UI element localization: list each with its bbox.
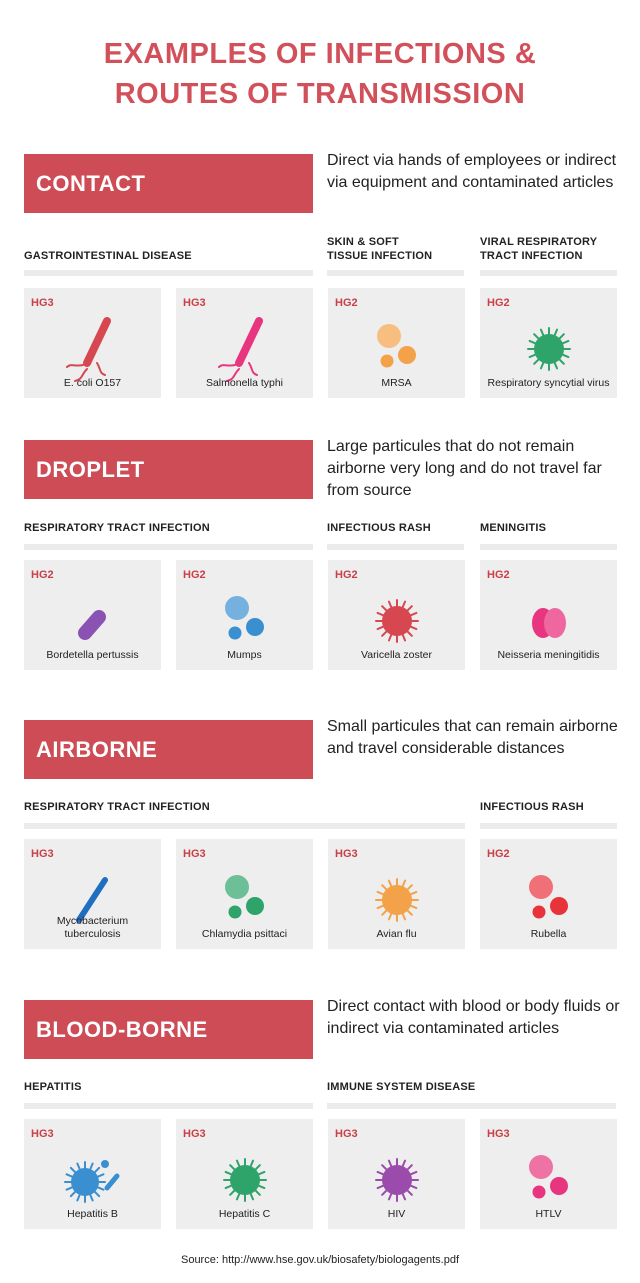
section-banner: DROPLET — [24, 440, 313, 499]
category-divider — [24, 270, 313, 276]
category-label: HEPATITIS — [24, 1081, 82, 1093]
category-label: RESPIRATORY TRACT INFECTION — [24, 801, 210, 813]
category-label: IMMUNE SYSTEM DISEASE — [327, 1081, 476, 1093]
pathogen-name: Bordetella pertussis — [46, 649, 139, 661]
pathogen-card — [24, 288, 161, 398]
pathogen-card — [480, 288, 617, 398]
section-blood-borne — [0, 1000, 640, 1260]
pathogen-name: HTLV — [535, 1208, 562, 1220]
pathogen-name: Varicella zoster — [361, 649, 432, 661]
hazard-group-label: HG3 — [31, 848, 54, 860]
cluster-icon — [513, 1134, 583, 1214]
pathogen-name: Avian flu — [376, 928, 417, 940]
diplococcus-icon — [513, 575, 583, 655]
section-banner: CONTACT — [24, 154, 313, 213]
pathogen-name: Rubella — [530, 928, 567, 940]
pathogen-card — [328, 560, 465, 670]
rod-flagella-icon — [57, 303, 127, 383]
title-line-1: EXAMPLES OF INFECTIONS & — [103, 38, 537, 70]
hazard-group-label: HG3 — [183, 297, 206, 309]
category-divider — [24, 544, 313, 550]
pathogen-name: Mycobacterium tuberculosis — [56, 915, 129, 940]
pathogen-card — [24, 560, 161, 670]
cluster-icon — [209, 575, 279, 655]
pathogen-card — [176, 1119, 313, 1229]
pathogen-name: Hepatitis C — [218, 1208, 271, 1220]
cluster-icon — [513, 854, 583, 934]
pathogen-name: E. coli O157 — [63, 377, 122, 389]
hazard-group-label: HG2 — [335, 297, 358, 309]
pathogen-card — [176, 560, 313, 670]
category-label: GASTROINTESTINAL DISEASE — [24, 250, 192, 262]
section-description: Large particules that do not remain airborne very long and do not travel far from source — [327, 438, 602, 499]
pathogen-card — [480, 560, 617, 670]
pathogen-name: Salmonella typhi — [205, 377, 284, 389]
hazard-group-label: HG3 — [183, 848, 206, 860]
pathogen-name: Mumps — [227, 649, 262, 661]
section-banner: AIRBORNE — [24, 720, 313, 779]
hazard-group-label: HG3 — [335, 848, 358, 860]
hazard-group-label: HG3 — [487, 1128, 510, 1140]
source-citation: Source: http://www.hse.gov.uk/biosafety/biologagents.pdf — [180, 1254, 460, 1266]
section-airborne — [0, 720, 640, 980]
hazard-group-label: HG2 — [487, 569, 510, 581]
hazard-group-label: HG3 — [31, 1128, 54, 1140]
section-description: Direct via hands of employees or indirect via equipment and contaminated articles — [327, 152, 617, 191]
cluster-icon — [209, 854, 279, 934]
spiky-virus-icon — [361, 854, 431, 934]
cluster-icon — [361, 303, 431, 383]
pathogen-card — [328, 1119, 465, 1229]
spiky-virus-rod-icon — [57, 1134, 127, 1214]
pathogen-name: Hepatitis B — [67, 1208, 118, 1220]
spiky-virus-icon — [361, 1134, 431, 1214]
category-label: INFECTIOUS RASH — [327, 522, 431, 534]
pathogen-name: MRSA — [381, 377, 412, 389]
capsule-icon — [57, 575, 127, 655]
hazard-group-label: HG2 — [487, 297, 510, 309]
spiky-virus-icon — [361, 575, 431, 655]
hazard-group-label: HG2 — [183, 569, 206, 581]
hazard-group-label: HG2 — [487, 848, 510, 860]
pathogen-card — [328, 839, 465, 949]
category-divider — [24, 823, 465, 829]
hazard-group-label: HG2 — [31, 569, 54, 581]
category-divider — [480, 544, 617, 550]
pathogen-card — [24, 839, 161, 949]
hazard-group-label: HG3 — [31, 297, 54, 309]
pathogen-name: Neisseria meningitidis — [497, 649, 600, 661]
category-label: MENINGITIS — [480, 522, 547, 534]
pathogen-card — [176, 288, 313, 398]
section-banner: BLOOD-BORNE — [24, 1000, 313, 1059]
pathogen-card — [480, 839, 617, 949]
section-description: Small particules that can remain airborne and travel considerable distances — [327, 718, 618, 757]
pathogen-card — [328, 288, 465, 398]
pathogen-card — [24, 1119, 161, 1229]
section-description: Direct contact with blood or body fluids or indirect via contaminated articles — [327, 998, 620, 1037]
title-line-2: ROUTES OF TRANSMISSION — [114, 78, 526, 110]
pathogen-card — [480, 1119, 617, 1229]
category-divider — [480, 270, 617, 276]
hazard-group-label: HG3 — [335, 1128, 358, 1140]
spiky-virus-icon — [209, 1134, 279, 1214]
category-label: RESPIRATORY TRACT INFECTION — [24, 522, 210, 534]
spiky-virus-icon — [513, 303, 583, 383]
pathogen-card — [176, 839, 313, 949]
section-droplet — [0, 440, 640, 700]
category-divider — [480, 823, 617, 829]
rod-flagella-icon — [209, 303, 279, 383]
category-label: SKIN & SOFT TISSUE INFECTION — [327, 236, 433, 262]
hazard-group-label: HG3 — [183, 1128, 206, 1140]
pathogen-name: Respiratory syncytial virus — [487, 377, 610, 389]
category-divider — [24, 1103, 313, 1109]
category-divider — [327, 1103, 616, 1109]
category-label: VIRAL RESPIRATORY TRACT INFECTION — [480, 236, 598, 262]
category-divider — [327, 270, 464, 276]
pathogen-name: Chlamydia psittaci — [201, 928, 288, 940]
section-contact — [0, 154, 640, 414]
category-divider — [327, 544, 464, 550]
pathogen-name: HIV — [387, 1208, 406, 1220]
hazard-group-label: HG2 — [335, 569, 358, 581]
page-title — [0, 34, 640, 114]
category-label: INFECTIOUS RASH — [480, 801, 584, 813]
